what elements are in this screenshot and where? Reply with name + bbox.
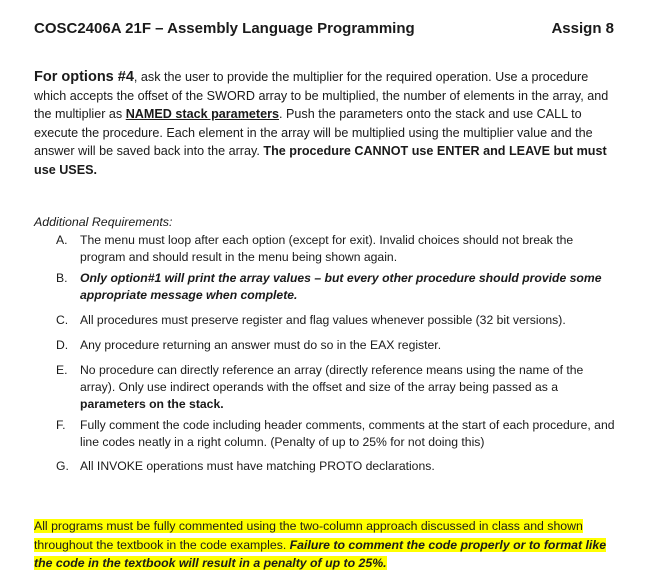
requirement-letter: G. (56, 459, 69, 473)
commenting-note (34, 517, 624, 573)
requirement-item-d (56, 337, 616, 354)
requirement-letter: F. (56, 418, 66, 432)
uses-requirement: The procedure CANNOT use ENTER and LEAVE but must use USES. (34, 144, 607, 177)
named-stack-parameters: NAMED stack parameters (125, 107, 279, 122)
requirement-text: All procedures must preserve register and flag values whenever possible (32 bit versions). (80, 313, 566, 327)
requirements-list (56, 232, 616, 475)
requirement-item-e (56, 362, 616, 413)
option-lead: For options #4 (34, 69, 134, 85)
requirement-text: All INVOKE operations must have matching PROTO declarations. (80, 459, 435, 473)
requirement-item-b (56, 270, 616, 304)
highlighted-penalty-text: Failure to comment the code properly or to format like the code in the textbook will result in a penalty of up to 25%. (34, 537, 607, 570)
requirement-letter: B. (56, 271, 68, 285)
requirement-letter: E. (56, 363, 68, 377)
requirement-letter: A. (56, 233, 68, 247)
requirement-text: No procedure can directly reference an array (directly reference means using the name of the array). Only use indirect operands with the offset and size of the array being passed as a (80, 363, 584, 394)
page-header (34, 20, 614, 44)
highlighted-note-text: All programs must be fully commented using the two-column approach discussed in class and shown throughout the textbook in the code examples. (34, 519, 583, 552)
requirement-text-bold: parameters on the stack. (80, 396, 224, 411)
requirement-item-g (56, 458, 616, 475)
requirement-item-f (56, 417, 616, 451)
requirement-letter: C. (56, 313, 69, 327)
option-4-description (34, 68, 620, 180)
intro-text-2: . Push the parameters onto the stack and use CALL to execute the procedure. Each element in the array will be multiplied using the multiplier value and the answer will be saved back into the array. (34, 107, 593, 159)
requirement-item-c (56, 312, 616, 329)
course-title: COSC2406A 21F – Assembly Language Programming (34, 20, 415, 37)
requirement-text: Fully comment the code including header comments, comments at the start of each procedure, and line codes neatly in a right column. (Penalty of up to 25% for not doing this) (80, 418, 615, 449)
requirement-text: Only option#1 will print the array values – but every other procedure should provide some appropriate message when complete. (80, 271, 602, 302)
additional-requirements-heading: Additional Requirements: (34, 215, 173, 229)
requirement-letter: D. (56, 338, 69, 352)
requirement-text: Any procedure returning an answer must do so in the EAX register. (80, 338, 442, 352)
assignment-number: Assign 8 (551, 20, 614, 37)
requirement-text: The menu must loop after each option (except for exit). Invalid choices should not break the program and should result in the menu being shown again. (80, 233, 574, 264)
intro-text-1: , ask the user to provide the multiplier for the required operation. Use a procedure which accepts the offset of the SWORD array to be multiplied, the number of elements in the array, and the multiplier as (34, 70, 609, 122)
requirement-item-a (56, 232, 616, 266)
